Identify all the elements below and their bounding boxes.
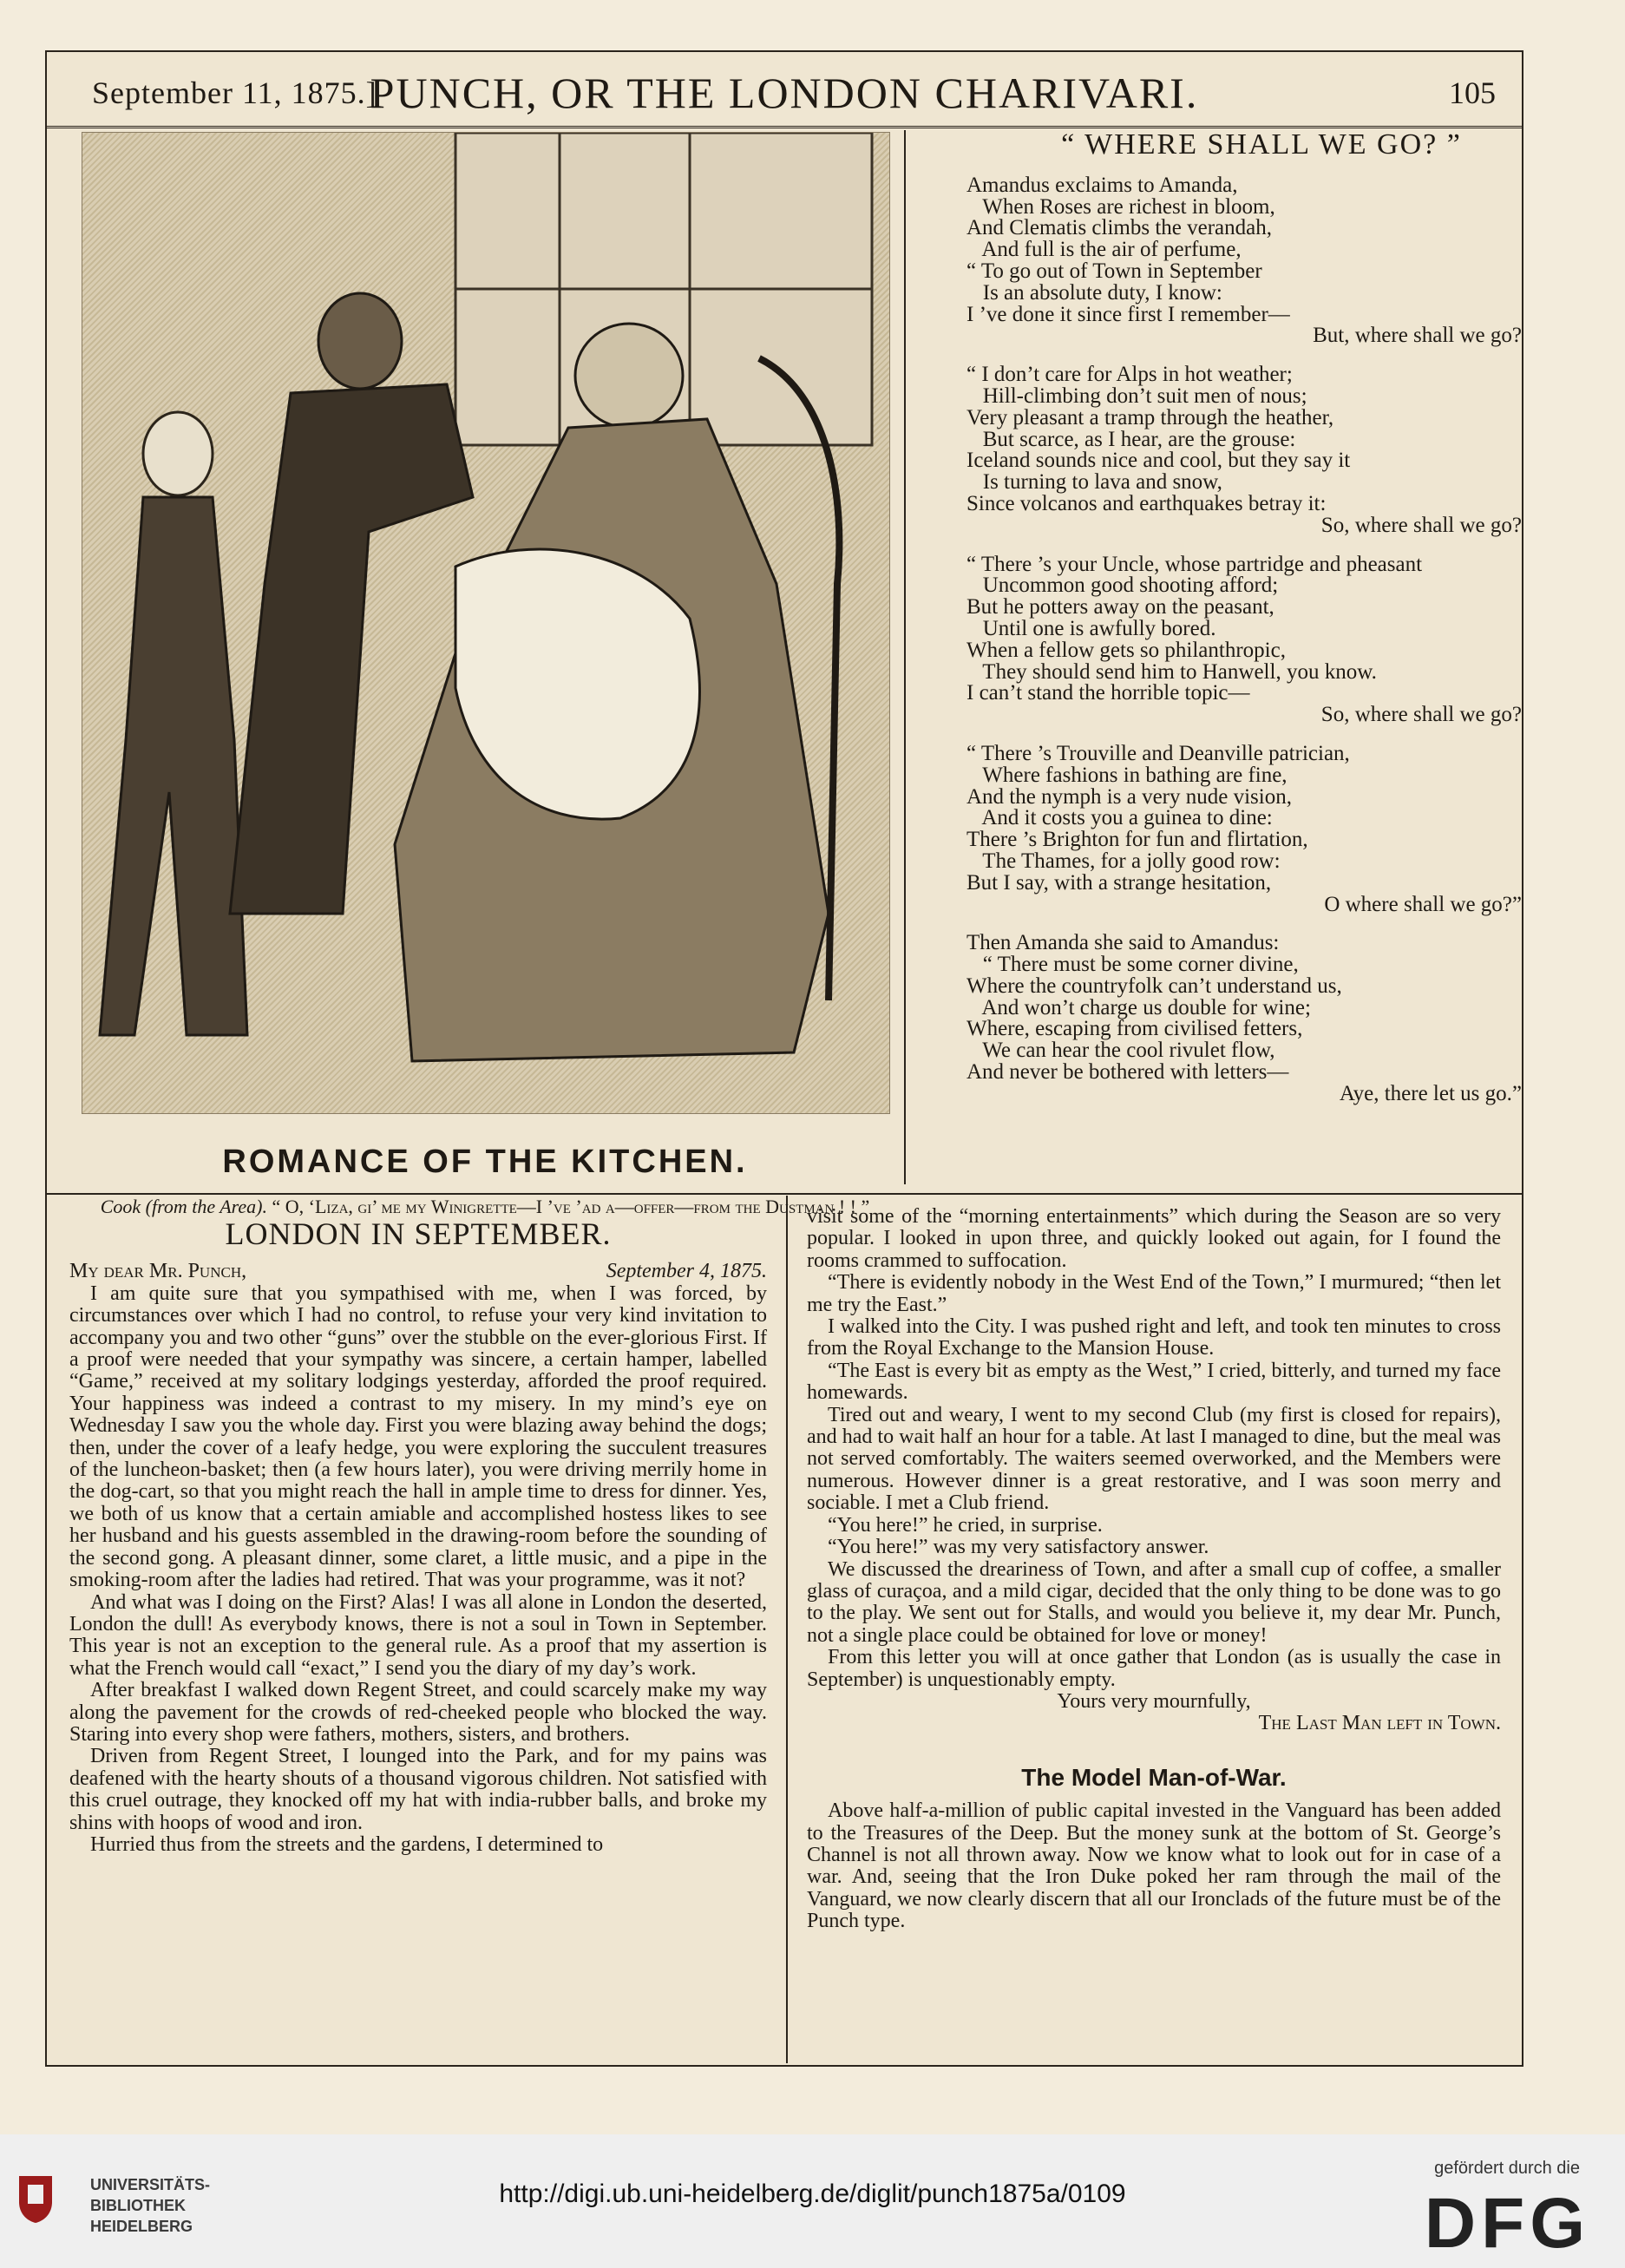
poem-line: Aye, there let us go.” (1339, 1081, 1522, 1105)
page-number: 105 (1449, 75, 1496, 110)
poem-line: Where fashions in bathing are fine, (966, 763, 1288, 787)
poem-line: But he potters away on the peasant, (966, 595, 1274, 619)
letter-paragraph: Driven from Regent Street, I lounged into the Park, and for my pains was deafened with the hearty shouts of a thousand vigorous children. Not satisfied with this cruel outrage, they knocked off my hat with india-rubber balls, and broke my shins with hoops of wood and iron. (69, 1745, 767, 1834)
letter-column-left (69, 1216, 767, 1856)
poem-line: Where the countryfolk can’t understand us, (966, 973, 1342, 998)
poem-line: “ I don’t care for Alps in hot weather; (966, 363, 1293, 387)
poem-line: And the nymph is a very nude vision, (966, 784, 1292, 809)
poem-line: But, where shall we go? (1313, 324, 1522, 348)
institution-line-2: BIBLIOTHEK (90, 2197, 186, 2214)
engraving-sketch (82, 133, 889, 1113)
letter-paragraph: I walked into the City. I was pushed right and left, and took ten minutes to cross from the Royal Exchange to the Mansion House. (807, 1315, 1501, 1360)
poem-stanza (966, 741, 1556, 916)
library-footer (0, 2134, 1625, 2268)
column-divider-bottom (786, 1196, 788, 2063)
poem-line: Until one is awfully bored. (966, 616, 1216, 640)
poem-line: Since volcanos and earthquakes betray it: (966, 491, 1327, 515)
poem-line: So, where shall we go? (1320, 513, 1522, 537)
poem-line: And never be bothered with letters— (966, 1060, 1289, 1085)
poem-where-shall-we-go (966, 128, 1556, 1123)
poem-line: “ There ’s Trouville and Deanville patrician, (966, 741, 1350, 765)
poem-line: But scarce, as I hear, are the grouse: (966, 427, 1296, 451)
poem-stanza (966, 933, 1556, 1105)
newspaper-page (45, 50, 1523, 2067)
poem-stanza (966, 554, 1556, 726)
cartoon-title: ROMANCE OF THE KITCHEN. (222, 1144, 748, 1180)
model-article-title: The Model Man-of-War. (1021, 1763, 1287, 1791)
letter-salutation-line (69, 1261, 767, 1282)
poem-line: So, where shall we go? (1320, 703, 1522, 727)
letter-paragraph: “You here!” he cried, in surprise. (828, 1513, 1103, 1537)
poem-line: And it costs you a guinea to dine: (966, 806, 1273, 830)
poem-line: And won’t charge us double for wine; (966, 995, 1311, 1019)
institution-line-1: UNIVERSITÄTS- (90, 2176, 211, 2193)
page-header (47, 61, 1522, 128)
poem-line: The Thames, for a jolly good row: (966, 849, 1281, 873)
poem-line: And full is the air of perfume, (966, 238, 1242, 262)
poem-line: “ There must be some corner divine, (966, 953, 1299, 977)
letter-paragraph: Tired out and weary, I went to my second Club (my first is closed for repairs), and had to wait half an hour for a table. At last I managed to dine, but the meal was not served comfortably. The waiters seemed overworked, and the Members were numerous. However dinner is a great restorative, and I was soon merry and sociable. I met a Club friend. (807, 1403, 1501, 1515)
letter-signature: The Last Man left in Town. (1258, 1712, 1501, 1735)
poem-line: Where, escaping from civilised fetters, (966, 1017, 1303, 1041)
poem-line: Amandus exclaims to Amanda, (966, 173, 1238, 197)
poem-line: Then Amanda she said to Amandus: (966, 931, 1280, 955)
poem-line: Is an absolute duty, I know: (966, 280, 1222, 305)
poem-line: And Clematis climbs the verandah, (966, 216, 1273, 240)
poem-line: When a fellow gets so philanthropic, (966, 638, 1286, 662)
letter-closing: Yours very mournfully, (1057, 1689, 1251, 1713)
letter-paragraph: After breakfast I walked down Regent Street, and could scarcely make my way along the pavement for the crowds of red-cheeked people who blocked the way. Staring into every shop were fathers, mothers, sisters, and brothers. (69, 1679, 767, 1746)
dfg-logo: DFG (1424, 2184, 1590, 2263)
poem-line: Very pleasant a tramp through the heather, (966, 405, 1334, 429)
poem-line: There ’s Brighton for fun and flirtation, (966, 828, 1308, 852)
poem-title: “ WHERE SHALL WE GO? ” (1061, 128, 1462, 161)
poem-line: Uncommon good shooting afford; (966, 574, 1279, 598)
letter-title: LONDON IN SEPTEMBER. (225, 1216, 612, 1251)
letter-paragraph: From this letter you will at once gather that London (as is usually the case in September) is unquestionably empty. (807, 1646, 1501, 1691)
cartoon-illustration (82, 132, 890, 1114)
letter-paragraph: We discussed the dreariness of Town, and after a small cup of coffee, a smaller glass of curaçoa, and a mild cigar, decided that the only thing to be done was to go to the play. We sent out for Stalls, and would you believe it, my dear Mr. Punch, not a single place could be obtained for love or money! (807, 1557, 1501, 1647)
funding-note: gefördert durch die (1434, 2159, 1580, 2178)
poem-line: We can hear the cool rivulet flow, (966, 1039, 1275, 1063)
letter-paragraph: visit some of the “morning entertainments” which during the Season are so very popular. I looked in upon three, and quickly looked out again, for I found the rooms crammed to suffocation. (807, 1205, 1501, 1272)
letter-paragraph: Hurried thus from the streets and the gardens, I determined to (90, 1832, 604, 1856)
caption-stage-direction: (from the Area). (145, 1196, 267, 1217)
letter-paragraph: I am quite sure that you sympathised with me, when I was forced, by circumstances over which I had no control, to refuse your very kind invitation to accompany you and two other “guns” over the stubble on the ever-glorious First. If a proof were needed that your sympathy was sincere, a certain hamper, labelled “Game,” received at my solitary lodgings yesterday, afforded the proof required. Your happiness was indeed a contrast to my misery. In my mind’s eye on Wednesday I saw you the whole day. First you were blazing away behind the dogs; then, under the cover of a leafy hedge, you were exploring the succulent treasures of the luncheon-basket; then (a few hours later), you were driving merrily home in the dog-cart, so that you might reach the hall in ample time to dress for dinner. Yes, we both of us know that a certain amiable and accomplished hostess likes to see her husband and his guests assembled in the drawing-room before the sounding of the second gong. A pleasant dinner, some claret, a little music, and a pipe in the smoking-room after the ladies had retired. That was your programme, was it not? (69, 1281, 767, 1592)
letter-dateline: September 4, 1875. (606, 1260, 767, 1283)
column-divider-top (904, 130, 906, 1184)
poem-stanza (966, 364, 1556, 536)
publication-title: PUNCH, OR THE LONDON CHARIVARI. (370, 69, 1199, 117)
poem-line: “ There ’s your Uncle, whose partridge and pheasant (966, 552, 1423, 576)
letter-paragraph: “There is evidently nobody in the West End of the Town,” I murmured; “then let me try the East.” (807, 1271, 1501, 1316)
poem-line: I ’ve done it since first I remember— (966, 302, 1290, 326)
poem-line: Is turning to lava and snow, (966, 470, 1222, 495)
letter-paragraph: “You here!” was my very satisfactory answer. (828, 1536, 1209, 1559)
poem-line: But I say, with a strange hesitation, (966, 870, 1272, 895)
institution-line-3: HEIDELBERG (90, 2218, 193, 2235)
letter-salutation: My dear Mr. Punch, (69, 1260, 247, 1283)
poem-line: They should send him to Hanwell, you know. (966, 659, 1377, 684)
caption-quote: “ O, ‘Liza, gi’ me my Winigrette—I ’ve ’ad a—offer—from the Dustman ! ! ” (272, 1196, 870, 1217)
poem-stanza (966, 175, 1556, 347)
letter-paragraph: “The East is every bit as empty as the West,” I cried, bitterly, and turned my face homewards. (807, 1359, 1501, 1405)
letter-paragraph: And what was I doing on the First? Alas! I was all alone in London the deserted, London the dull! As everybody knows, there is not a soul in Town in September. This year is not an exception to the general rule. As a proof that my assertion is what the French would call “exact,” I send you the diary of my day’s work. (69, 1590, 767, 1680)
poem-line: I can’t stand the horrible topic— (966, 681, 1250, 705)
poem-line: Iceland sounds nice and cool, but they say it (966, 449, 1351, 473)
caption-speaker: Cook (100, 1196, 141, 1217)
poem-line: Hill-climbing don’t suit men of nous; (966, 383, 1307, 408)
issue-date: September 11, 1875.] (92, 75, 377, 110)
source-url[interactable]: http://digi.ub.uni-heidelberg.de/diglit/punch1875a/0109 (499, 2180, 1126, 2208)
poem-line: “ To go out of Town in September (966, 259, 1262, 283)
poem-line: O where shall we go?” (1324, 892, 1522, 916)
letter-column-right (807, 1206, 1501, 1933)
poem-line: When Roses are richest in bloom, (966, 194, 1275, 219)
model-article-text: Above half-a-million of public capital invested in the Vanguard has been added to the Treasures of the Deep. But the money sunk at the bottom of St. George’s Channel is not all thrown away. Now we know what to look out for in case of a war. And, seeing that the Iron Duke poked her ram through the mail of the Vanguard, we now clearly discern that all our Ironclads of the future must be of the Punch type. (807, 1799, 1501, 1933)
